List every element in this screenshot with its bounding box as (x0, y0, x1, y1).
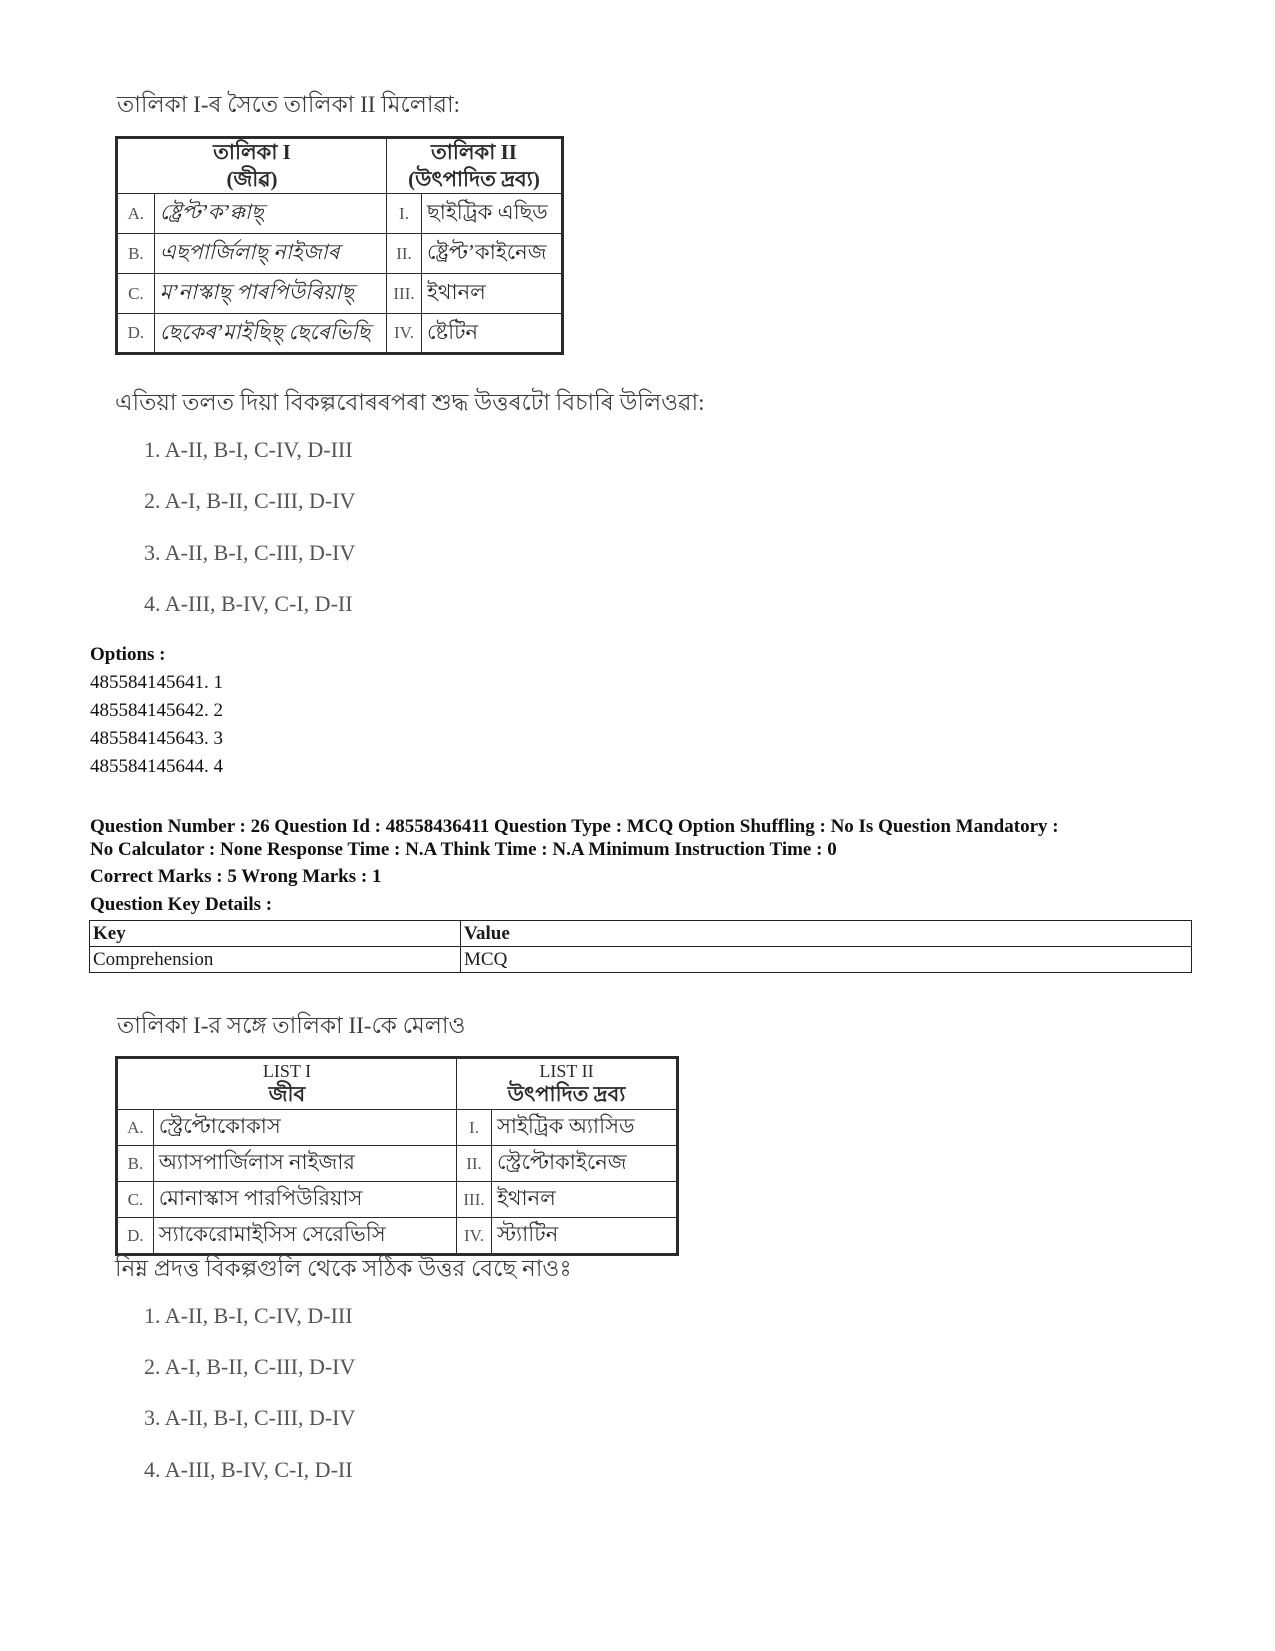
q25-header-left: তালিকা I (জীৱ) (117, 138, 387, 194)
table-row: C. মোনাস্কাস পারপিউরিয়াস III. ইথানল (117, 1182, 678, 1218)
q26-prompt: নিম্ন প্রদত্ত বিকল্পগুলি থেকে সঠিক উত্তর বেছে নাওঃ (115, 1256, 572, 1281)
q26-header-left: LIST I জীব (117, 1058, 457, 1110)
q25-choice-1: 1. A-II, B-I, C-IV, D-III (144, 437, 353, 462)
option-item: 485584145641. 1 (90, 672, 223, 693)
q26-meta (90, 815, 1200, 861)
table-row: A. স্ট্রেপ্টোকোকাস I. সাইট্রিক অ্যাসিড (117, 1110, 678, 1146)
options-label: Options : (90, 644, 166, 665)
option-item: 485584145642. 2 (90, 700, 223, 721)
table-row: Comprehension MCQ (90, 947, 1192, 973)
q26-header-right: LIST II উৎপাদিত দ্রব্য (457, 1058, 678, 1110)
q25-instruction: তালিকা I-ৰ সৈতে তালিকা II মিলোৱা: (117, 92, 461, 117)
q26-match-table (115, 1056, 679, 1256)
q26-choice-2: 2. A-I, B-II, C-III, D-IV (144, 1354, 356, 1379)
q26-key-table (89, 920, 1192, 973)
q26-choice-4: 4. A-III, B-IV, C-I, D-II (144, 1457, 353, 1482)
q26-instruction: তালিকা I-র সঙ্গে তালিকা II-কে মেলাও (117, 1013, 466, 1038)
q25-choice-3: 3. A-II, B-I, C-III, D-IV (144, 540, 356, 565)
q26-choice-3: 3. A-II, B-I, C-III, D-IV (144, 1405, 356, 1430)
table-row: A. ষ্ট্ৰেপ্ট’ক’ক্কাছ্ I. ছাইট্ৰিক এছিড (117, 194, 563, 234)
option-item: 485584145643. 3 (90, 728, 223, 749)
q25-choice-4: 4. A-III, B-IV, C-I, D-II (144, 591, 353, 616)
table-row: Key Value (90, 921, 1192, 947)
q26-key-details-label: Question Key Details : (90, 894, 273, 915)
option-item: 485584145644. 4 (90, 756, 223, 777)
q25-header-right: তালিকা II (উৎপাদিত দ্ৰব্য) (387, 138, 563, 194)
q26-meta-line-1: Question Number : 26 Question Id : 48558436411 Question Type : MCQ Option Shuffling : No Is Question Mandatory : (90, 816, 1059, 837)
table-row: D. স্যাকেরোমাইসিস সেরেভিসি IV. স্ট্যাটিন (117, 1218, 678, 1255)
q25-match-table (115, 136, 564, 355)
table-row: B. অ্যাসপার্জিলাস নাইজার II. স্ট্রেপ্টোকাইনেজ (117, 1146, 678, 1182)
table-row: C. ম’নাস্কাছ্ পাৰপিউৰিয়াছ্ III. ইথানল (117, 274, 563, 314)
q26-choice-1: 1. A-II, B-I, C-IV, D-III (144, 1303, 353, 1328)
table-row: B. এছপাৰ্জিলাছ্ নাইজাৰ II. ষ্ট্ৰেপ্ট’কাইনেজ (117, 234, 563, 274)
options-block (90, 641, 223, 781)
q26-marks: Correct Marks : 5 Wrong Marks : 1 (90, 866, 382, 887)
q26-meta-line-2: No Calculator : None Response Time : N.A Think Time : N.A Minimum Instruction Time : 0 (90, 839, 837, 860)
q25-choice-2: 2. A-I, B-II, C-III, D-IV (144, 488, 356, 513)
table-row: D. ছেকেৰ’মাইছিছ্ ছেৰেভিছি IV. ষ্টেটিন (117, 314, 563, 354)
q25-prompt: এতিয়া তলত দিয়া বিকল্পবোৰৰপৰা শুদ্ধ উত্তৰটো বিচাৰি উলিওৱা: (115, 390, 705, 415)
